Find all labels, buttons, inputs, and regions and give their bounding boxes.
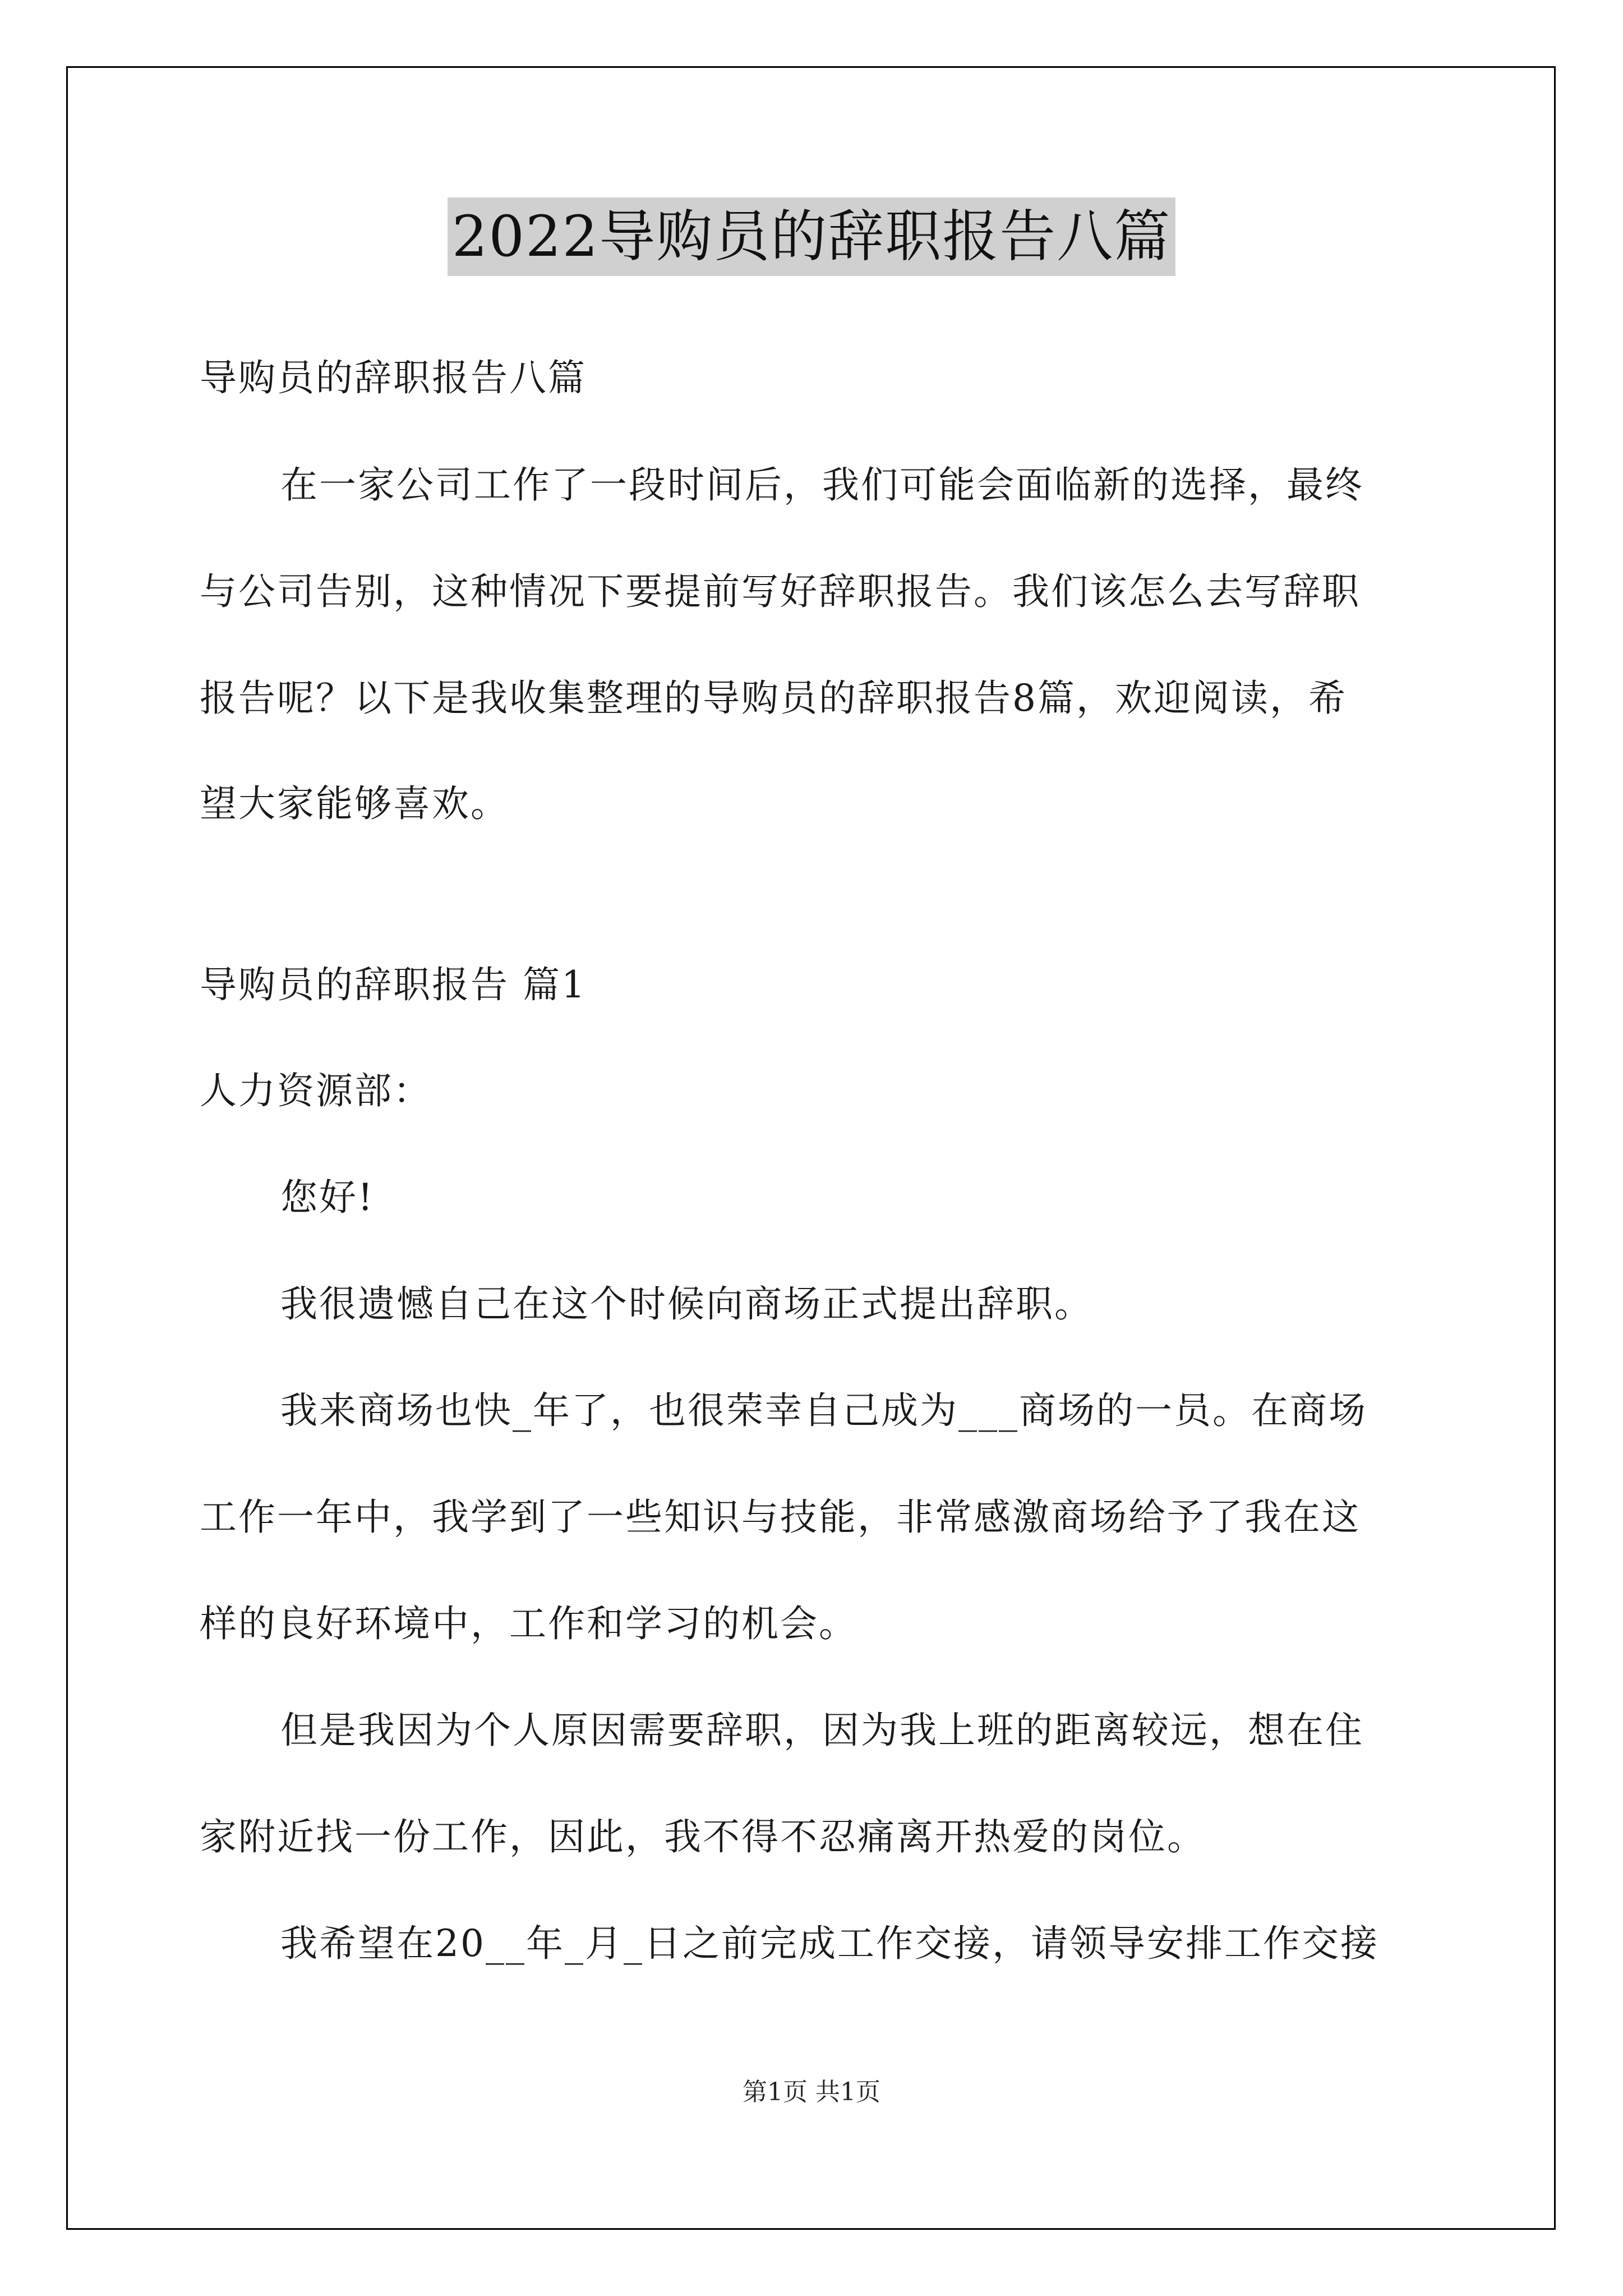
body-line-6: 家附近找一份工作，因此，我不得不忍痛离开热爱的岗位。 (200, 1815, 1206, 1858)
body-line-5: 但是我因为个人原因需要辞职，因为我上班的距离较远，想在住 (280, 1709, 1364, 1752)
greeting-line: 您好! (280, 1176, 375, 1219)
page-footer: 第1页 共1页 (743, 2078, 880, 2106)
intro-line-1: 在一家公司工作了一段时间后，我们可能会面临新的选择，最终 (280, 463, 1364, 507)
body-line-4: 样的良好环境中，工作和学习的机会。 (200, 1602, 857, 1645)
title-container (0, 197, 1623, 276)
section-heading-1: 导购员的辞职报告 篇1 (200, 963, 587, 1006)
body-line-7: 我希望在20__年_月_日之前完成工作交接，请领导安排工作交接 (280, 1922, 1379, 1965)
body-line-2: 我来商场也快_年了，也很荣幸自己成为___商场的一员。在商场 (280, 1389, 1367, 1432)
recipient-line: 人力资源部： (200, 1069, 432, 1112)
intro-line-3: 报告呢？以下是我收集整理的导购员的辞职报告8篇，欢迎阅读，希 (200, 677, 1347, 720)
intro-line-4: 望大家能够喜欢。 (200, 782, 509, 825)
document-title: 2022导购员的辞职报告八篇 (448, 197, 1176, 276)
subtitle-line: 导购员的辞职报告八篇 (200, 356, 587, 399)
body-line-1: 我很遗憾自己在这个时候向商场正式提出辞职。 (280, 1282, 1093, 1326)
intro-line-2: 与公司告别，这种情况下要提前写好辞职报告。我们该怎么去写辞职 (200, 570, 1361, 613)
body-line-3: 工作一年中，我学到了一些知识与技能，非常感激商场给予了我在这 (200, 1496, 1361, 1539)
